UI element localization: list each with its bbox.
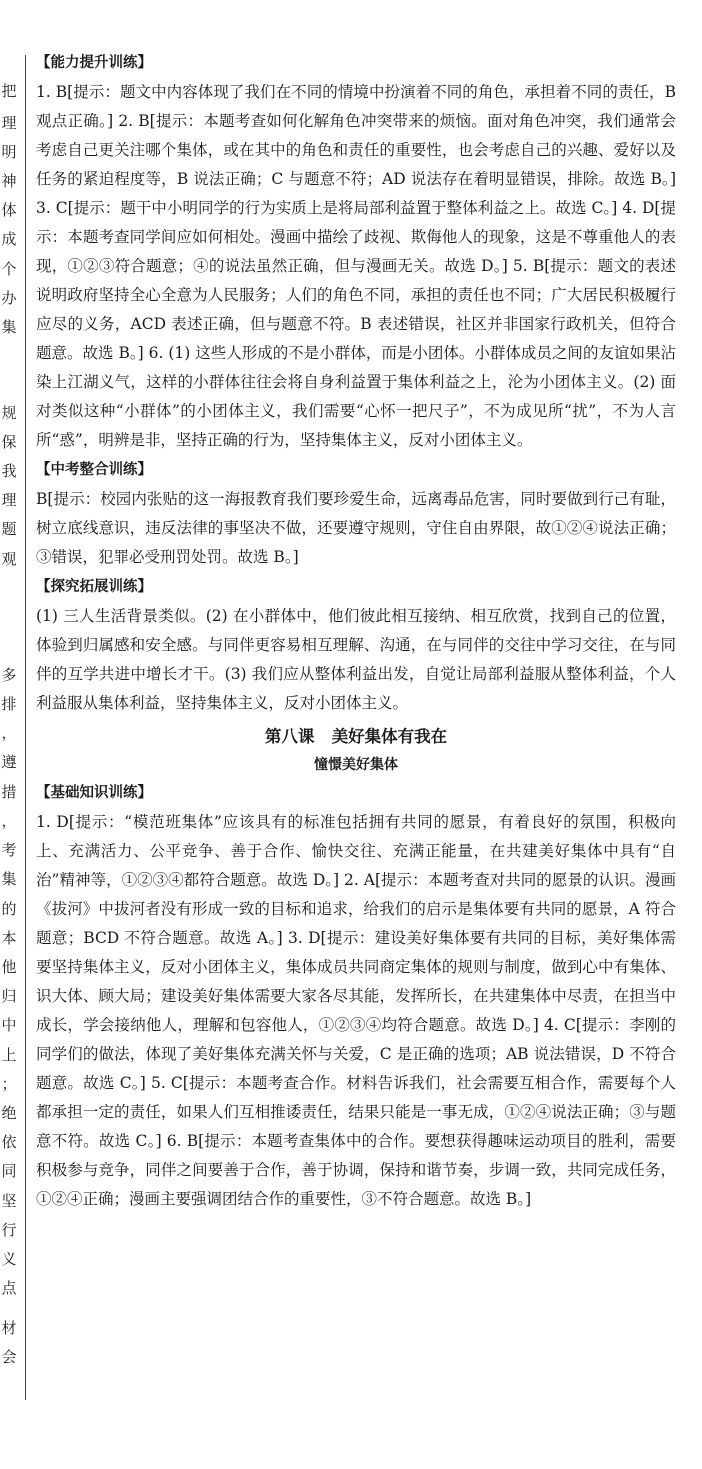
margin-char: 规 <box>1 404 17 422</box>
section-heading-explore: 【探究拓展训练】 <box>36 579 152 595</box>
margin-char: 明 <box>1 143 17 161</box>
margin-char: 我 <box>1 462 17 480</box>
margin-char: 的 <box>1 900 17 918</box>
margin-char: 集 <box>1 870 17 888</box>
margin-char: 上 <box>1 1046 17 1064</box>
margin-char: 行 <box>1 1221 17 1239</box>
margin-char: 考 <box>1 841 17 859</box>
margin-char: ； <box>1 1075 17 1093</box>
lesson-title: 第八课 美好集体有我在 <box>264 727 448 746</box>
section-heading-basic: 【基础知识训练】 <box>36 785 152 801</box>
margin-char: 把 <box>1 82 17 100</box>
lesson-subtitle: 憧憬美好集体 <box>314 757 398 773</box>
margin-char: 措 <box>1 783 17 801</box>
margin-char: 材 <box>1 1319 17 1337</box>
margin-char: 绝 <box>1 1104 17 1122</box>
margin-char: 依 <box>1 1133 17 1151</box>
margin-char: 理 <box>1 114 17 132</box>
margin-char: 会 <box>1 1348 17 1366</box>
answer-content <box>36 48 676 1214</box>
margin-char: 体 <box>1 201 17 219</box>
margin-char: 归 <box>1 987 17 1005</box>
margin-char: 集 <box>1 318 17 336</box>
left-margin-text-fragments <box>0 60 22 1400</box>
section-text-basic: 1. D[提示：“模范班集体”应该具有的标准包括拥有共同的愿景，有着良好的氛围，积极向上、充满活力、公平竞争、善于合作、愉快交往、充满正能量，在共建美好集体中具有“自治”精神等，①②③④都符合题意。故选 D。] 2. A[提示：本题考查对共同的愿景的认识。漫画《拔河》中拔河者没有形成一致的目标和追求，给我们的启示是集体要有共同的愿景，A 符合题意；BCD 不符合题意。故选 A。] 3. D[提示：建设美好集体要有共同的目标，美好集体需要坚持集体主义，反对小团体主义，集体成员共同商定集体的规则与制度，做到心中有集体、识大体、顾大局；建设美好集体需要大家各尽其能，发挥所长，在共建集体中尽责，在担当中成长，学会接纳他人，理解和包容他人，①②③④均符合题意。故选 D。] 4. C[提示：李刚的同学们的做法，体现了美好集体充满关怀与关爱，C 是正确的选项；AB 说法错误，D 不符合题意。故选 C。] 5. C[提示：本题考查合作。材料告诉我们，社会需要互相合作，需要每个人都承担一定的责任，如果人们互相推诿责任，结果只能是一事无成，①②④说法正确；③与题意不符。故选 C。] 6. B[提示：本题考查集体中的合作。要想获得趣味运动项目的胜利，需要积极参与竞争，同伴之间要善于合作，善于协调，保持和谐节奏，步调一致，共同完成任务，①②④正确；漫画主要强调团结合作的重要性，③不符合题意。故选 B。] <box>36 813 676 1208</box>
margin-char: 排 <box>1 695 17 713</box>
margin-char: 中 <box>1 1016 17 1034</box>
margin-char: 义 <box>1 1250 17 1268</box>
margin-char: 办 <box>1 289 17 307</box>
margin-char: 个 <box>1 260 17 278</box>
margin-char: 保 <box>1 433 17 451</box>
margin-char: 理 <box>1 491 17 509</box>
margin-char: ， <box>1 724 17 742</box>
margin-char: 坚 <box>1 1192 17 1210</box>
margin-divider-line <box>25 55 26 1400</box>
margin-char: 同 <box>1 1162 17 1180</box>
margin-char: 神 <box>1 172 17 190</box>
margin-char: 多 <box>1 666 17 684</box>
margin-char: 他 <box>1 958 17 976</box>
margin-char: 点 <box>1 1279 17 1297</box>
section-text-ability: 1. B[提示：题文中内容体现了我们在不同的情境中扮演着不同的角色，承担着不同的责任，B 观点正确。] 2. B[提示：本题考查如何化解角色冲突带来的烦恼。面对角色冲突，我们通常会考虑自己更关注哪个集体，或在其中的角色和责任的重要性，也会考虑自己的兴趣、爱好以及任务的紧迫程度等，B 说法正确；C 与题意不符；AD 说法存在着明显错误，排除。故选 B。] 3. C[提示：题干中小明同学的行为实质上是将局部利益置于整体利益之上。故选 C。] 4. D[提示：本题考查同学间应如何相处。漫画中描绘了歧视、欺侮他人的现象，这是不尊重他人的表现，①②③符合题意；④的说法虽然正确，但与漫画无关。故选 D。] 5. B[提示：题文的表述说明政府坚持全心全意为人民服务；人们的角色不同，承担的责任也不同；广大居民积极履行应尽的义务，ACD 表述正确，但与题意不符。B 表述错误，社区并非国家行政机关，但符合题意。故选 B。] 6. (1) 这些人形成的不是小群体，而是小团体。小群体成员之间的友谊如果沾染上江湖义气，这样的小群体往往会将自身利益置于集体利益之上，沦为小团体主义。(2) 面对类似这种“小群体”的小团体主义，我们需要“心怀一把尺子”，不为成见所“扰”，不为人言所“惑”，明辨是非，坚持正确的行为，坚持集体主义，反对小团体主义。 <box>36 83 676 449</box>
margin-char: 题 <box>1 520 17 538</box>
margin-char: 本 <box>1 929 17 947</box>
margin-char: 遵 <box>1 753 17 771</box>
section-heading-ability: 【能力提升训练】 <box>36 55 152 71</box>
margin-char: 成 <box>1 230 17 248</box>
margin-char: 观 <box>1 550 17 568</box>
section-heading-exam: 【中考整合训练】 <box>36 462 152 478</box>
margin-char: ， <box>1 812 17 830</box>
section-text-exam: B[提示：校园内张贴的这一海报教育我们要珍爱生命，远离毒品危害，同时要做到行己有耻，树立底线意识，违反法律的事坚决不做，还要遵守规则，守住自由界限，故①②④说法正确；③错误，犯罪必受刑罚处罚。故选 B。] <box>36 490 676 566</box>
section-text-explore: (1) 三人生活背景类似。(2) 在小群体中，他们彼此相互接纳、相互欣赏，找到自己的位置，体验到归属感和安全感。与同伴更容易相互理解、沟通，在与同伴的交往中学习交往，在与同伴的互学共进中增长才干。(3) 我们应从整体利益出发，自觉让局部利益服从整体利益，个人利益服从集体利益，坚持集体主义，反对小团体主义。 <box>36 607 676 712</box>
